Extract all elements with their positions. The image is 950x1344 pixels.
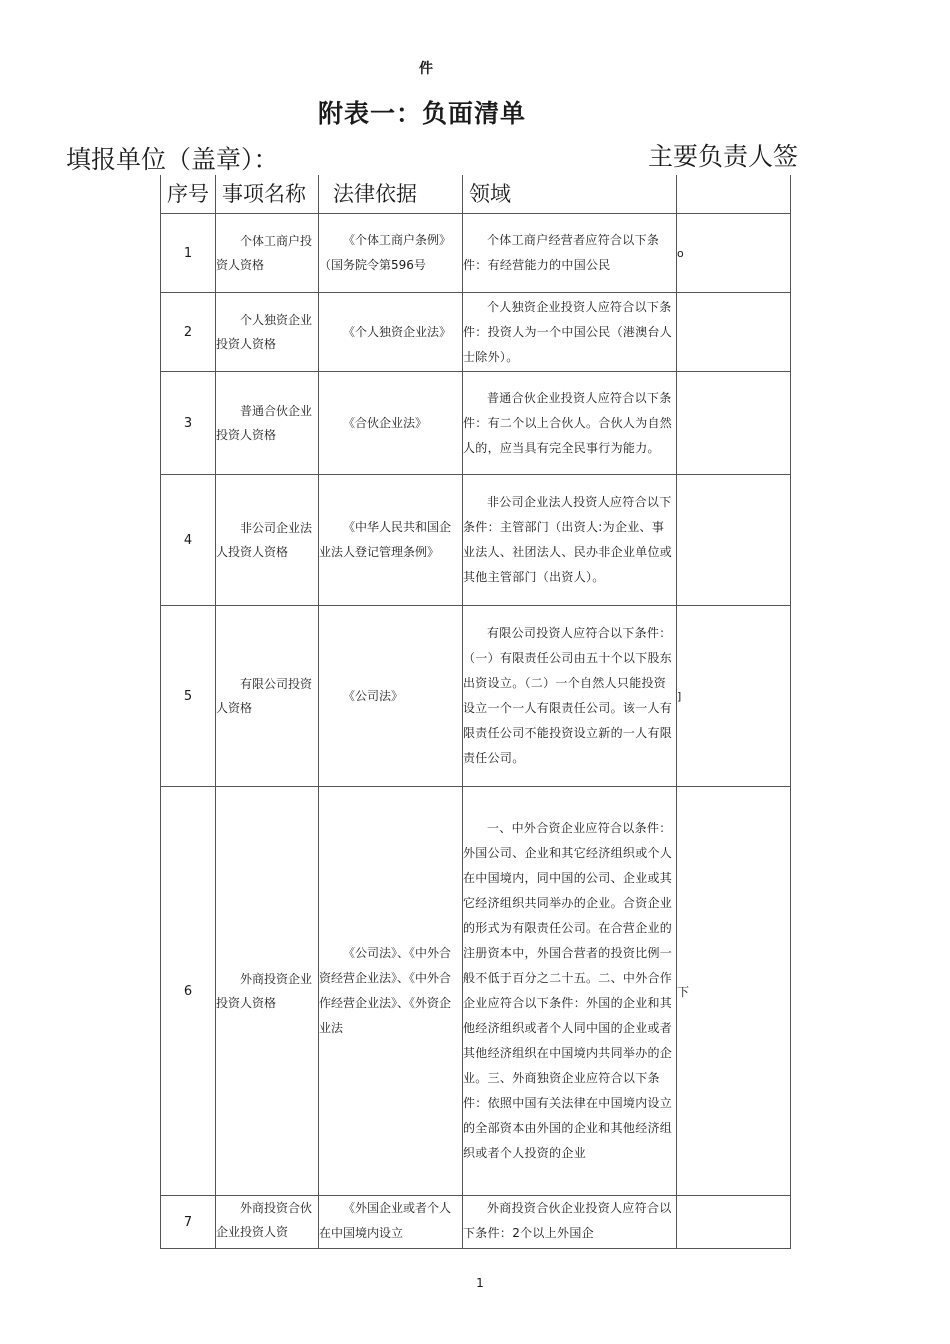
column-header-seq: 序号 <box>161 175 216 214</box>
table-row <box>161 1196 791 1249</box>
legal-basis: 《中华人民共和国企业法人登记管理条例》 <box>319 475 463 606</box>
filler-unit-label: 填报单位（盖章）： <box>66 145 279 174</box>
top-fragment-text: 件 <box>419 61 433 77</box>
column-header-domain: 领域 <box>463 175 677 214</box>
column-header-extra <box>677 175 791 214</box>
row-mark <box>677 372 791 475</box>
table-row <box>161 293 791 372</box>
legal-basis: 《合伙企业法》 <box>319 372 463 475</box>
item-name: 非公司企业法人投资人资格 <box>216 475 319 606</box>
signer-label: 主要负责人签 <box>648 142 799 168</box>
domain-text-cell <box>463 1196 677 1249</box>
row-number: 1 <box>161 214 216 293</box>
row-number: 5 <box>161 606 216 787</box>
column-header-name: 事项名称 <box>216 175 319 214</box>
table-header-row <box>161 175 791 214</box>
table-row <box>161 787 791 1196</box>
legal-basis: 《外国企业或者个人在中国境内设立 <box>319 1201 452 1240</box>
item-name: 外商投资企业投资人资格 <box>216 787 319 1196</box>
row-mark: o <box>677 214 791 293</box>
row-mark <box>677 293 791 372</box>
legal-basis: 《个体工商户条例》（国务院令第596号 <box>319 214 463 293</box>
row-number: 4 <box>161 475 216 606</box>
row-mark <box>677 475 791 606</box>
legal-basis: 《公司法》、《中外合资经营企业法》、《中外合作经营企业法》、《外资企业法 <box>319 787 463 1196</box>
domain-text: 普通合伙企业投资人应符合以下条件：有二个以上合伙人。合伙人为自然人的，应当具有完全民事行为能力。 <box>463 372 677 475</box>
table-row <box>161 372 791 475</box>
item-name: 普通合伙企业投资人资格 <box>216 372 319 475</box>
table-row <box>161 606 791 787</box>
domain-text: 有限公司投资人应符合以下条件：（一）有限责任公司由五十个以下股东出资设立。（二）一个自然人只能投资设立一个一人有限责任公司。该一人有限责任公司不能投资设立新的一人有限责任公司。 <box>463 606 677 787</box>
item-name: 有限公司投资人资格 <box>216 606 319 787</box>
negative-list-table <box>160 175 791 1249</box>
domain-text: 一、中外合资企业应符合以条件：外国公司、企业和其它经济组织或个人在中国境内，同中国的公司、企业或其它经济组织共同举办的企业。合资企业的形式为有限责任公司。在合营企业的注册资本中，外国合营者的投资比例一般不低于百分之二十五。二、中外合作企业应符合以下条件：外国的企业和其他经济组织或者个人同中国的企业或者其他经济组织在中国境内共同举办的企业。三、外商独资企业应符合以下条件：依照中国有关法律在中国境内设立的全部资本由外国的企业和其他经济组织或者个人投资的企业 <box>463 787 677 1196</box>
row-number: 3 <box>161 372 216 475</box>
item-name: 外商投资合伙企业投资人资 <box>216 1201 313 1239</box>
signer-label-clip <box>648 138 818 168</box>
item-name-cell <box>216 1196 319 1249</box>
document-title: 附表一：负面清单 <box>318 99 527 128</box>
domain-text: 个人独资企业投资人应符合以下条件：投资人为一个中国公民（港澳台人士除外）。 <box>463 293 677 372</box>
row-number: 7 <box>161 1196 216 1249</box>
table-row <box>161 475 791 606</box>
row-mark: 下 <box>677 787 791 1196</box>
domain-text: 外商投资合伙企业投资人应符合以下条件：2个以上外国企 <box>463 1201 672 1240</box>
column-header-basis: 法律依据 <box>319 175 463 214</box>
legal-basis: 《个人独资企业法》 <box>319 293 463 372</box>
row-number: 6 <box>161 787 216 1196</box>
row-number: 2 <box>161 293 216 372</box>
item-name: 个体工商户投资人资格 <box>216 214 319 293</box>
legal-basis-cell <box>319 1196 463 1249</box>
legal-basis: 《公司法》 <box>319 606 463 787</box>
row-mark: ] <box>677 606 791 787</box>
page-number: 1 <box>476 1276 484 1290</box>
domain-text: 非公司企业法人投资人应符合以下条件：主管部门（出资人:为企业、事业法人、社团法人、民办非企业单位或其他主管部门（出资人）。 <box>463 475 677 606</box>
row-mark <box>677 1196 791 1249</box>
domain-text: 个体工商户经营者应符合以下条件：有经营能力的中国公民 <box>463 214 677 293</box>
item-name: 个人独资企业投资人资格 <box>216 293 319 372</box>
table-row <box>161 214 791 293</box>
